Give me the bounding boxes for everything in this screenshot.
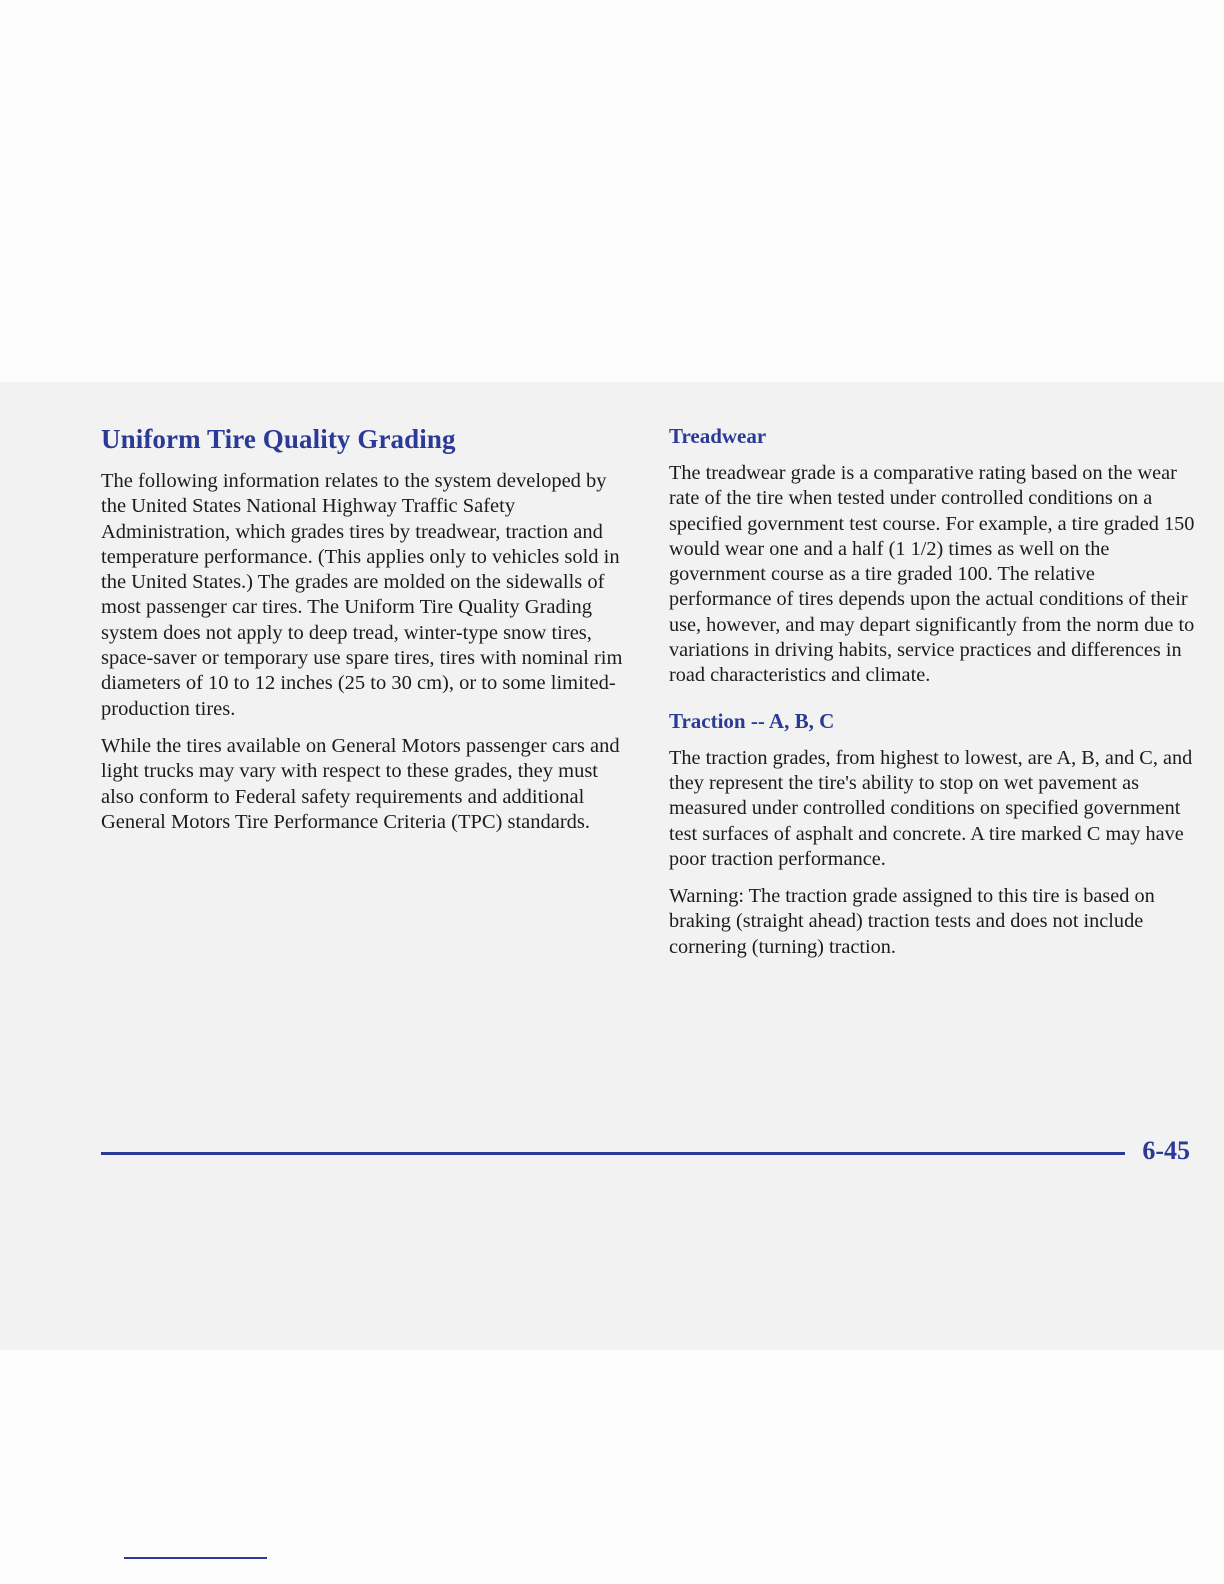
traction-paragraph: The traction grades, from highest to lowest, are A, B, and C, and they represent the tire's ability to stop on wet pavement as measured under controlled conditions on specified government test surfaces of asphalt and concrete. A tire marked C may have poor traction performance. bbox=[669, 746, 1193, 870]
page-number: 6-45 bbox=[1142, 1136, 1190, 1165]
subheading-treadwear: Treadwear bbox=[669, 424, 767, 448]
traction-warning-paragraph: Warning: The traction grade assigned to this tire is based on braking (straight ahead) traction tests and does not include cornering (turning) traction. bbox=[669, 885, 1155, 958]
gm-standards-paragraph: While the tires available on General Motors passenger cars and light trucks may vary with respect to these grades, they must also conform to Federal safety requirements and additional General Motors Tire Performance Criteria (TPC) standards. bbox=[101, 734, 620, 833]
section-heading-uniform-tire-quality-grading: Uniform Tire Quality Grading bbox=[101, 424, 456, 454]
left-column bbox=[101, 424, 626, 847]
subheading-traction: Traction -- A, B, C bbox=[669, 708, 835, 733]
right-column bbox=[669, 424, 1199, 972]
bottom-link-underline bbox=[124, 1557, 267, 1559]
treadwear-paragraph: The treadwear grade is a comparative rating based on the wear rate of the tire when tested under controlled conditions on a specified government test course. For example, a tire graded 150 would wear one and a half (1 1/2) times as well on the government course as a tire graded 100. The relative performance of tires depends upon the actual conditions of their use, however, and may depart significantly from the norm due to variations in driving habits, service practices and differences in road characteristics and climate. bbox=[669, 462, 1195, 687]
footer-rule bbox=[101, 1152, 1125, 1155]
intro-paragraph: The following information relates to the system developed by the United States National Highway Traffic Safety Administration, which grades tires by treadwear, traction and temperature performance. (This applies only to vehicles sold in the United States.) The grades are molded on the sidewalls of most passenger car tires. The Uniform Tire Quality Grading system does not apply to deep tread, winter-type snow tires, space-saver or temporary use spare tires, tires with nominal rim diameters of 10 to 12 inches (25 to 30 cm), or to some limited-production tires. bbox=[101, 470, 623, 720]
